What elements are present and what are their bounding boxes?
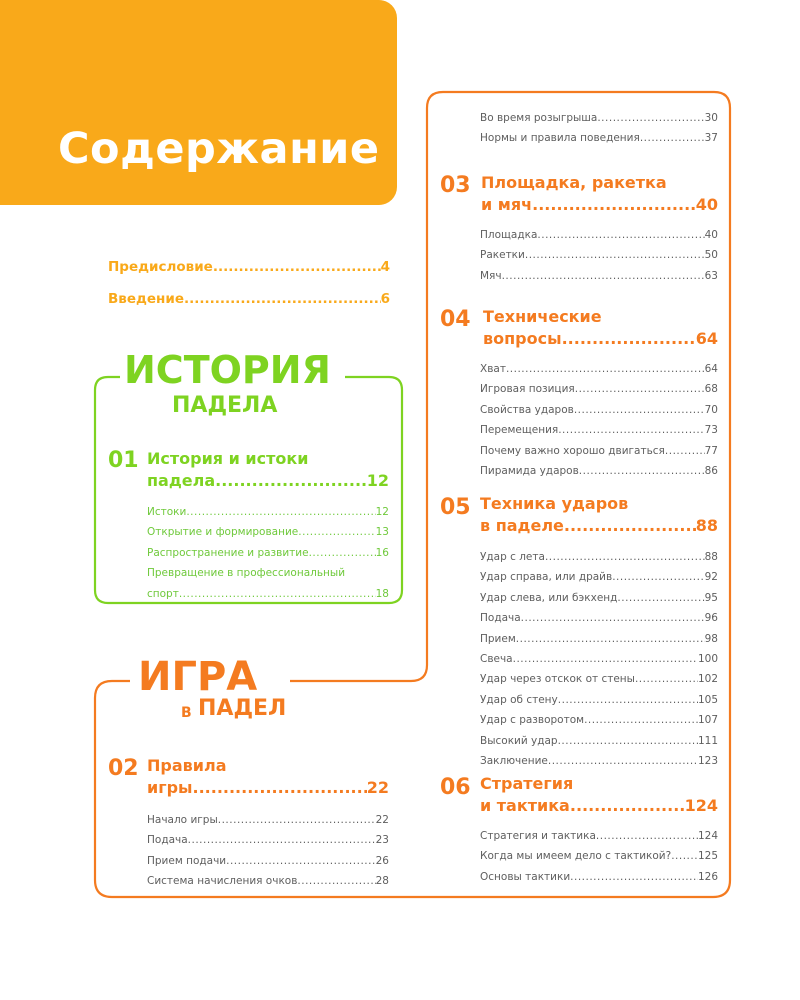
chapter-page: 88 (695, 516, 718, 535)
leader-dots (584, 710, 698, 730)
toc-subentry-page: 37 (704, 132, 718, 145)
toc-subentry-page: 68 (704, 383, 718, 396)
chapter-05-items (480, 547, 718, 771)
chapter-number: 04 (440, 307, 471, 332)
toc-subentry-label: Перемещения (480, 424, 559, 437)
toc-subentry[interactable] (480, 649, 718, 669)
toc-subentry-page: 77 (704, 444, 718, 457)
game-heading-small: В (181, 705, 192, 721)
toc-subentry[interactable] (480, 608, 718, 628)
toc-subentry-page: 102 (697, 673, 718, 686)
toc-subentry-page: 88 (704, 551, 718, 563)
toc-subentry[interactable] (147, 851, 389, 871)
toc-subentry-label: Основы тактики (480, 870, 571, 883)
toc-subentry[interactable] (480, 266, 718, 286)
chapter-page: 124 (684, 796, 718, 815)
chapter-title-line2: игры (147, 778, 193, 797)
leader-dots (309, 543, 376, 563)
toc-subentry[interactable] (480, 669, 718, 689)
toc-subentry-label: Свеча (480, 652, 513, 665)
toc-subentry-page: 98 (704, 632, 718, 645)
toc-subentry-label: Заключение (480, 754, 548, 767)
toc-subentry-page: 86 (704, 464, 718, 477)
toc-subentry[interactable] (480, 379, 718, 399)
toc-subentry-page: 12 (375, 506, 389, 518)
toc-subentry[interactable] (480, 461, 718, 481)
chapter-04-items (480, 359, 718, 481)
leader-dots (179, 584, 376, 604)
game-heading: ИГРА (138, 654, 258, 700)
toc-subentry-page: 70 (704, 403, 718, 416)
leader-dots (188, 830, 376, 850)
chapter-page: 64 (695, 329, 718, 348)
leader-dots (564, 515, 696, 537)
leader-dots (570, 795, 685, 817)
leader-dots (516, 629, 705, 649)
toc-subentry-page: 63 (704, 269, 718, 282)
chapter-number: 05 (440, 495, 471, 520)
chapter-title-line1: Правила (147, 756, 227, 775)
toc-subentry[interactable] (480, 420, 718, 440)
leader-dots (298, 522, 375, 542)
leader-dots (612, 567, 704, 587)
chapter-page: 12 (366, 471, 389, 490)
toc-subentry-label: Когда мы имеем дело с тактикой? (480, 850, 672, 863)
toc-subentry-label: Удар с лета (480, 551, 545, 563)
leader-dots (537, 225, 704, 245)
toc-subentry-page: 105 (697, 693, 718, 706)
toc-subentry-label: Игровая позиция (480, 383, 575, 396)
leader-dots (575, 379, 705, 399)
toc-subentry[interactable] (147, 871, 389, 891)
leader-dots (558, 731, 698, 751)
chapter-number: 06 (440, 775, 471, 800)
leader-dots (521, 608, 705, 628)
chapter-title-line1: Площадка, ракетка (481, 173, 667, 192)
leader-dots (558, 420, 704, 440)
chapter-03-items (480, 225, 718, 286)
chapter-title-entry[interactable] (483, 328, 718, 350)
title-block (0, 0, 397, 205)
toc-subentry-page: 96 (704, 612, 718, 625)
toc-entry-preface[interactable] (108, 259, 390, 275)
toc-subentry[interactable] (480, 547, 718, 567)
game-subheading: ПАДЕЛ (198, 696, 287, 721)
leader-dots (218, 810, 376, 830)
toc-subentry-page: 125 (697, 850, 718, 863)
toc-entry-page: 4 (380, 259, 390, 275)
leader-dots (193, 777, 367, 799)
toc-subentry-page: 28 (375, 875, 389, 888)
toc-subentry-label: Удар с разворотом (480, 714, 585, 727)
leader-dots (635, 669, 698, 689)
toc-subentry[interactable] (480, 108, 718, 128)
toc-entry-page: 6 (380, 291, 390, 307)
toc-subentry-label: Удар справа, или драйв (480, 571, 613, 584)
leader-dots (597, 108, 704, 128)
leader-dots (548, 751, 698, 771)
toc-subentry-label: Распространение и развитие (147, 546, 309, 559)
toc-subentry-label: Площадка (480, 229, 538, 241)
toc-subentry-label: Удар слева, или бэкхенд (480, 591, 618, 604)
leader-dots (513, 649, 698, 669)
toc-subentry-page: 92 (704, 571, 718, 584)
leader-dots (506, 359, 705, 379)
history-subheading: ПАДЕЛА (172, 393, 278, 418)
leader-dots (532, 194, 696, 216)
chapter-title-entry[interactable] (147, 470, 389, 492)
toc-subentry[interactable] (480, 567, 718, 587)
toc-subentry[interactable] (147, 830, 389, 850)
chapter-02-items (147, 810, 389, 892)
chapter-title-entry[interactable] (481, 194, 718, 216)
toc-subentry-page: 100 (697, 652, 718, 665)
leader-dots (502, 266, 705, 286)
toc-subentry[interactable] (480, 629, 718, 649)
toc-subentry[interactable] (480, 588, 718, 608)
toc-subentry-label: Свойства ударов (480, 403, 574, 416)
leader-dots (596, 826, 698, 846)
toc-subentry-label: Во время розыгрыша (480, 112, 598, 124)
continuation-items (480, 108, 718, 149)
toc-entry-introduction[interactable] (108, 291, 390, 307)
toc-subentry-label: спорт (147, 587, 179, 600)
toc-subentry-label: Начало игры (147, 814, 218, 826)
toc-subentry[interactable] (480, 751, 718, 771)
toc-subentry[interactable] (480, 710, 718, 730)
leader-dots (215, 470, 367, 492)
toc-subentry[interactable] (147, 522, 389, 542)
toc-subentry[interactable] (480, 826, 718, 846)
toc-subentry-label: Ракетки (480, 249, 525, 262)
leader-dots (226, 851, 376, 871)
toc-subentry-page: 30 (704, 112, 718, 124)
chapter-number: 02 (108, 756, 139, 781)
leader-dots (617, 588, 704, 608)
toc-subentry-label: Удар через отскок от стены (480, 673, 635, 686)
toc-subentry-page: 16 (375, 546, 389, 559)
toc-subentry-page: 73 (704, 424, 718, 437)
toc-entry-label: Введение (108, 291, 184, 307)
leader-dots (186, 502, 375, 522)
leader-dots (545, 547, 705, 567)
chapter-title-line2: падела (147, 471, 216, 490)
toc-subentry-label: Мяч (480, 269, 502, 282)
chapter-title-line2: в паделе (480, 516, 564, 535)
toc-subentry[interactable] (480, 359, 718, 379)
chapter-title-line1: Техника ударов (480, 494, 629, 513)
page-title: Содержание (58, 124, 380, 174)
toc-subentry-label: Удар об стену (480, 693, 558, 706)
toc-subentry[interactable] (480, 867, 718, 887)
leader-dots (184, 291, 381, 307)
chapter-title-line2: вопросы (483, 329, 562, 348)
chapter-title-line2: и мяч (481, 195, 533, 214)
toc-subentry[interactable] (480, 400, 718, 420)
toc-subentry-label: Стратегия и тактика (480, 830, 596, 842)
toc-subentry[interactable] (480, 731, 718, 751)
leader-dots (570, 867, 698, 887)
toc-subentry-label: Прием подачи (147, 854, 227, 867)
toc-subentry-page: 40 (704, 229, 718, 241)
toc-subentry-page: 13 (375, 526, 389, 539)
chapter-page: 40 (695, 195, 718, 214)
toc-subentry-page: 18 (375, 587, 389, 600)
toc-subentry-page: 22 (375, 814, 389, 826)
leader-dots (574, 400, 705, 420)
chapter-title-line1: Технические (483, 307, 602, 326)
history-heading: ИСТОРИЯ (124, 348, 331, 392)
toc-subentry-label: Хват (480, 363, 506, 375)
toc-entry-label: Предисловие (108, 259, 213, 275)
toc-subentry-label: Истоки (147, 506, 187, 518)
toc-subentry-page: 50 (704, 249, 718, 262)
toc-subentry[interactable] (480, 846, 718, 866)
toc-subentry[interactable] (147, 810, 389, 830)
chapter-number: 01 (108, 448, 139, 473)
toc-subentry[interactable] (147, 502, 389, 522)
leader-dots (213, 259, 381, 275)
leader-dots (665, 441, 705, 461)
toc-subentry[interactable] (480, 225, 718, 245)
leader-dots (297, 871, 375, 891)
toc-subentry-page: 126 (697, 870, 718, 883)
toc-subentry-page: 124 (697, 830, 718, 842)
chapter-title-line2: и тактика (480, 796, 570, 815)
toc-subentry-page: 23 (375, 834, 389, 847)
toc-subentry-label: Нормы и правила поведения (480, 132, 640, 145)
toc-subentry[interactable] (480, 441, 718, 461)
chapter-06-items (480, 826, 718, 887)
toc-subentry[interactable] (480, 128, 718, 148)
toc-subentry-page: 107 (697, 714, 718, 727)
chapter-title-entry[interactable] (480, 795, 718, 817)
leader-dots (558, 690, 698, 710)
chapter-title-line1: Стратегия (480, 774, 574, 793)
toc-subentry-page: 26 (375, 854, 389, 867)
toc-subentry-label: Открытие и формирование (147, 526, 299, 539)
toc-subentry-page: 95 (704, 591, 718, 604)
toc-subentry-label: Подача (480, 612, 521, 625)
leader-dots (562, 328, 696, 350)
toc-subentry[interactable] (147, 563, 389, 583)
chapter-title-entry[interactable] (480, 515, 718, 537)
toc-subentry[interactable] (147, 584, 389, 604)
toc-subentry-page: 123 (697, 754, 718, 767)
chapter-title-entry[interactable] (147, 777, 389, 799)
toc-subentry-label: Почему важно хорошо двигаться (480, 444, 665, 457)
toc-subentry[interactable] (480, 690, 718, 710)
toc-subentry[interactable] (147, 543, 389, 563)
leader-dots (525, 245, 705, 265)
toc-subentry-label: Превращение в профессиональный (147, 567, 346, 580)
chapter-01-items (147, 502, 389, 604)
leader-dots (671, 846, 698, 866)
toc-subentry-label: Прием (480, 632, 516, 645)
toc-subentry-label: Высокий удар (480, 734, 558, 747)
chapter-number: 03 (440, 173, 471, 198)
chapter-title-line1: История и истоки (147, 449, 309, 468)
toc-subentry-label: Система начисления очков (147, 875, 298, 888)
chapter-page: 22 (366, 778, 389, 797)
toc-subentry-label: Подача (147, 834, 188, 847)
leader-dots (579, 461, 705, 481)
toc-subentry-page: 64 (704, 363, 718, 375)
toc-subentry-page: 111 (697, 734, 718, 747)
leader-dots (640, 128, 705, 148)
toc-subentry-label: Пирамида ударов (480, 464, 579, 477)
toc-subentry[interactable] (480, 245, 718, 265)
